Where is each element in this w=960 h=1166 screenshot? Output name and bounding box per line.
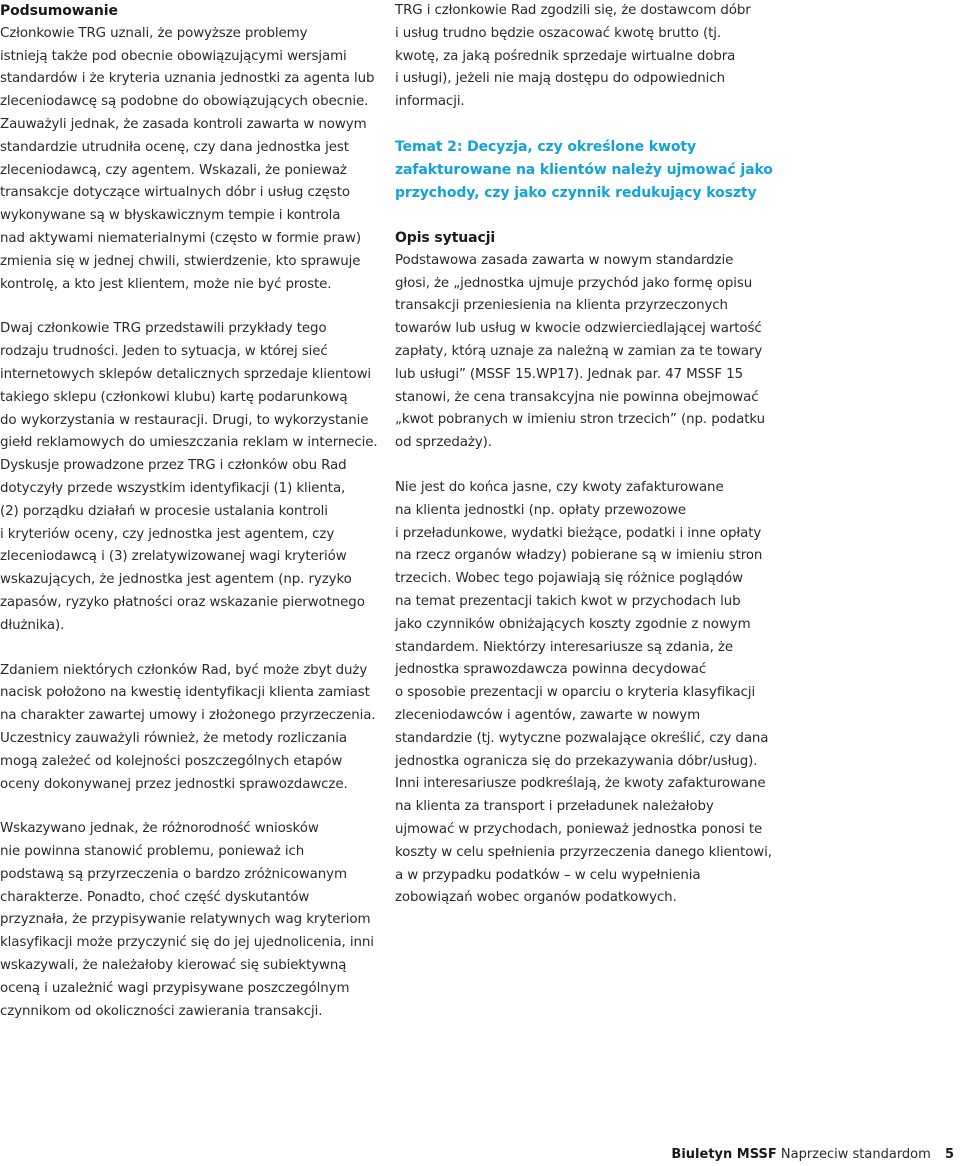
text-line: zapasów, ryzyko płatności oraz wskazanie pierwotnego [0, 594, 365, 610]
text-line: zleceniodawcą i (3) zrelatywizowanej wagi kryteriów [0, 549, 347, 565]
text-line: nad aktywami niematerialnymi (często w formie praw) [0, 230, 361, 246]
text-line: istnieją także pod obecnie obowiązującymi wersjami [0, 48, 347, 64]
text-line: jednostka sprawozdawcza powinna decydować [395, 662, 707, 678]
text-line: dłużnika). [0, 617, 65, 633]
text-line: standardem. Niektórzy interesariusze są zdania, że [395, 639, 733, 655]
text-line: klasyfikacji może przyczynić się do jej ujednolicenia, inni [0, 935, 374, 951]
text-line: mogą zależeć od kolejności poszczególnych etapów [0, 753, 343, 769]
text-line: na klienta jednostki (np. opłaty przewozowe [395, 502, 687, 518]
text-line: dotyczyły przede wszystkim identyfikacji (1) klienta, [0, 480, 346, 496]
text-line: czynnikom od okoliczności zawierania transakcji. [0, 1003, 323, 1019]
text-line: oceną i uzależnić wagi przypisywane poszczególnym [0, 980, 350, 996]
text-line: zleceniodawców i agentów, zawarte w nowym [395, 707, 701, 723]
text-line: rodzaju trudności. Jeden to sytuacja, w której sieć [0, 344, 328, 360]
text-line: wskazywali, że należałoby kierować się subiektywną [0, 958, 347, 974]
footer-brand: Biuletyn MSSF [671, 1147, 777, 1162]
text-line: jako czynników obniżających koszty zgodnie z nowym [395, 616, 751, 632]
text-line: lub usługi” (MSSF 15.WP17). Jednak par. 47 MSSF 15 [395, 366, 743, 382]
text-line: oceny dokonywanej przez jednostki sprawozdawcze. [0, 776, 348, 792]
text-line: Podstawowa zasada zawarta w nowym standardzie [395, 252, 734, 268]
text-line: i usługi), jeżeli nie mają dostępu do odpowiednich [395, 71, 725, 87]
text-line: Nie jest do końca jasne, czy kwoty zafakturowane [395, 479, 724, 495]
text-line: TRG i członkowie Rad zgodzili się, że dostawcom dóbr [395, 3, 751, 18]
text-line: od sprzedaży). [395, 435, 492, 451]
text-line: standardów i że kryteria uznania jednostki za agenta lub [0, 71, 375, 87]
text-line: a w przypadku podatków – w celu wypełnienia [395, 867, 701, 883]
text-line: do wykorzystania w restauracji. Drugi, to wykorzystanie [0, 412, 369, 428]
text-line: Inni interesariusze podkreślają, że kwoty zafakturowane [395, 776, 766, 792]
section-heading: Podsumowanie [0, 3, 118, 19]
text-line: Wskazywano jednak, że różnorodność wniosków [0, 821, 319, 837]
text-line: na klienta za transport i przeładunek należałoby [395, 799, 714, 815]
text-line: kwotę, za jaką pośrednik sprzedaje wirtualne dobra [395, 48, 736, 64]
text-line: przyznała, że przypisywanie relatywnych wag kryteriom [0, 912, 371, 928]
text-line: charakterze. Ponadto, choć część dyskutantów [0, 889, 310, 905]
text-line: Zdaniem niektórych członków Rad, być może zbyt duży [0, 662, 368, 678]
left-paragraph-1 [0, 23, 375, 297]
text-line: głosi, że „jednostka ujmuje przychód jako formę opisu [395, 275, 753, 291]
right-paragraph-1 [395, 0, 763, 114]
text-line: na rzecz organów władzy) pobierane są w imieniu stron [395, 548, 763, 564]
text-line: na charakter zawartej umowy i złożonego przyrzeczenia. [0, 708, 376, 724]
text-line: jednostka ogranicza się do przekazywania dóbr/usług). [395, 753, 758, 769]
text-line: zobowiązań wobec organów podatkowych. [395, 890, 677, 906]
left-paragraph-4 [0, 818, 374, 1023]
text-line: transakcje dotyczące wirtualnych dóbr i usług często [0, 185, 350, 201]
text-line: giełd reklamowych do umieszczania reklam w internecie. [0, 435, 378, 451]
text-line: i przeładunkowe, wydatki bieżące, podatki i inne opłaty [395, 525, 762, 541]
text-line: zmienia się w jednej chwili, stwierdzenie, kto sprawuje [0, 253, 361, 269]
text-line: Zauważyli jednak, że zasada kontroli zawarta w nowym [0, 116, 367, 132]
text-line: standardzie utrudniła ocenę, czy dana jednostka jest [0, 139, 349, 155]
text-line: nacisk położono na kwestię identyfikacji klienta zamiast [0, 685, 370, 701]
text-line: zleceniodawcą, czy agentem. Wskazali, że ponieważ [0, 162, 347, 178]
text-line: takiego sklepu (członkowi klubu) kartę podarunkową [0, 389, 348, 405]
text-line: „kwot pobranych w imieniu stron trzecich” (np. podatku [395, 412, 765, 428]
text-line: Uczestnicy zauważyli również, że metody rozliczania [0, 730, 347, 746]
text-line: transakcji przeniesienia na klienta przyrzeczonych [395, 298, 728, 314]
left-paragraph-2 [0, 318, 378, 637]
subheading: Opis sytuacji [395, 229, 496, 246]
text-line: trzecich. Wobec tego pojawiają się różnice poglądów [395, 571, 743, 587]
text-line: zleceniodawcę są podobne do obowiązujących obecnie. [0, 94, 369, 110]
text-line: przychody, czy jako czynnik redukujący koszty [395, 184, 757, 201]
page-number: 5 [944, 1147, 954, 1162]
text-line: na temat prezentacji takich kwot w przychodach lub [395, 593, 741, 609]
right-column [395, 0, 773, 910]
text-line: kontrolę, a kto jest klientem, może nie być proste. [0, 276, 332, 292]
topic-heading [395, 136, 773, 205]
text-line: towarów lub usług w kwocie odzwierciedlającej wartość [395, 321, 762, 337]
text-line: (2) porządku działań w procesie ustalania kontroli [0, 503, 328, 519]
text-line: Dwaj członkowie TRG przedstawili przykłady tego [0, 321, 327, 337]
left-paragraph-3 [0, 660, 376, 797]
text-line: ujmować w przychodach, ponieważ jednostka ponosi te [395, 821, 763, 837]
text-line: i kryteriów oceny, czy jednostka jest agentem, czy [0, 526, 335, 542]
left-column [0, 0, 378, 1023]
text-line: wykonywane są w błyskawicznym tempie i kontrola [0, 208, 341, 224]
text-line: i usług trudno będzie oszacować kwotę brutto (tj. [395, 25, 722, 41]
text-line: wskazujących, że jednostka jest agentem (np. ryzyko [0, 572, 352, 588]
text-line: nie powinna stanowić problemu, ponieważ ich [0, 844, 305, 860]
text-line: o sposobie prezentacji w oparciu o kryteria klasyfikacji [395, 685, 756, 701]
text-line: internetowych sklepów detalicznych sprzedaje klientowi [0, 366, 372, 382]
text-line: stanowi, że cena transakcyjna nie powinna obejmować [395, 389, 759, 405]
page-footer [671, 1146, 954, 1164]
text-line: Temat 2: Decyzja, czy określone kwoty [395, 138, 696, 155]
text-line: Dyskusje prowadzone przez TRG i członków obu Rad [0, 458, 347, 474]
text-line: zafakturowane na klientów należy ujmować jako [395, 161, 773, 178]
text-line: podstawą są przyrzeczenia o bardzo zróżnicowanym [0, 866, 347, 882]
text-line: standardzie (tj. wytyczne pozwalające określić, czy dana [395, 730, 769, 746]
text-line: koszty w celu spełnienia przyrzeczenia danego klientowi, [395, 844, 772, 860]
right-paragraph-2 [395, 250, 763, 455]
footer-publication: Naprzeciw standardom [780, 1147, 931, 1162]
text-line: zapłaty, którą uznaje za należną w zamian za te towary [395, 343, 763, 359]
right-paragraph-3 [395, 477, 772, 910]
text-line: informacji. [395, 94, 465, 110]
text-line: Członkowie TRG uznali, że powyższe problemy [0, 25, 308, 41]
